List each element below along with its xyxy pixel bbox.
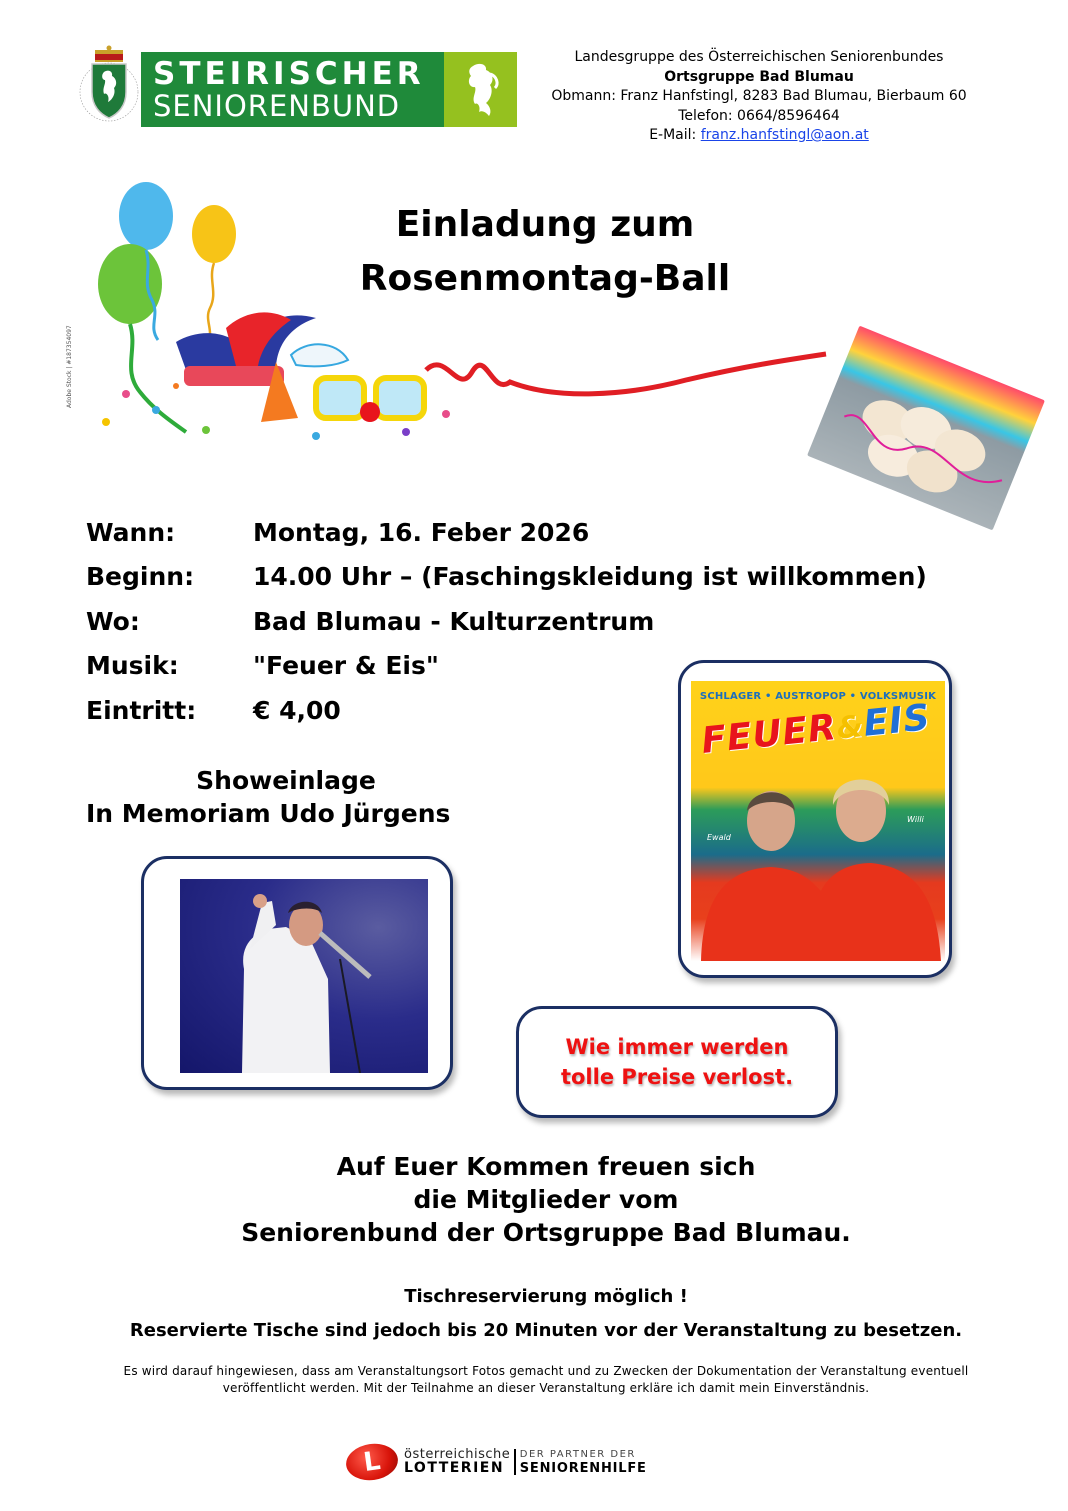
detail-row-start bbox=[86, 555, 927, 600]
prize-line1: Wie immer werden bbox=[565, 1035, 789, 1059]
detail-label: Wann: bbox=[86, 517, 176, 547]
show-line1: Showeinlage bbox=[196, 766, 376, 795]
udo-juergens-photo bbox=[180, 879, 428, 1073]
prize-line2: tolle Preise verlost. bbox=[560, 1065, 794, 1089]
email-link[interactable]: franz.hanfstingl@aon.at bbox=[700, 127, 869, 143]
detail-row-where bbox=[86, 599, 927, 644]
closing-line2: die Mitglieder vom bbox=[413, 1185, 679, 1214]
brand-line1: STEIRISCHER bbox=[153, 56, 425, 92]
detail-label: Musik: bbox=[86, 651, 179, 681]
photo-disclaimer bbox=[80, 1363, 1012, 1397]
title-line1: Einladung zum bbox=[395, 204, 695, 245]
sponsor-left bbox=[404, 1448, 510, 1476]
detail-row-when bbox=[86, 510, 927, 555]
detail-label: Beginn: bbox=[86, 562, 195, 592]
logo-feuer: FEUER bbox=[699, 706, 839, 762]
sponsor-small-left: österreichische bbox=[404, 1447, 511, 1462]
cover-logo bbox=[699, 697, 932, 762]
show-heading bbox=[86, 764, 506, 830]
detail-label: Wo: bbox=[86, 606, 140, 636]
closing-message bbox=[80, 1150, 1012, 1249]
closing-line3: Seniorenbund der Ortsgruppe Bad Blumau. bbox=[241, 1218, 851, 1247]
contact-chairman: Obmann: Franz Hanfstingl, 8283 Bad Blumau, Bierbaum 60 bbox=[551, 88, 967, 104]
contact-phone: Telefon: 0664/8596464 bbox=[678, 107, 840, 124]
detail-value: Montag, 16. Feber 2026 bbox=[253, 517, 590, 547]
detail-value: 14.00 Uhr – (Faschingskleidung ist willkommen) bbox=[253, 562, 927, 592]
sponsor-right bbox=[520, 1448, 647, 1476]
cover-name-right: Willi bbox=[907, 815, 924, 824]
contact-organization: Landesgruppe des Österreichischen Seniorenbundes bbox=[574, 49, 944, 65]
lotterien-sponsor-logo bbox=[346, 1442, 746, 1482]
logo-eis: EIS bbox=[861, 697, 933, 745]
brand-line2: SENIORENBUND bbox=[153, 89, 401, 123]
sponsor-big-left: LOTTERIEN bbox=[404, 1460, 505, 1476]
panther-icon bbox=[444, 52, 517, 127]
reservation-note: Tischreservierung möglich ! bbox=[404, 1286, 688, 1307]
contact-block bbox=[520, 48, 998, 146]
feuer-und-eis-cover-card bbox=[678, 660, 952, 978]
disclaimer-line2: veröffentlicht werden. Mit der Teilnahme an dieser Veranstaltung erkläre ich damit mein Einverständnis. bbox=[222, 1381, 870, 1395]
title-line2: Rosenmontag-Ball bbox=[359, 258, 731, 299]
detail-value: € 4,00 bbox=[253, 695, 341, 725]
contact-email-line bbox=[520, 126, 998, 146]
lotterien-ball-icon: L bbox=[344, 1441, 401, 1484]
seniorenbund-logo bbox=[141, 52, 517, 127]
brand-wordmark bbox=[141, 52, 444, 127]
reservation-rule: Reservierte Tische sind jedoch bis 20 Minuten vor der Veranstaltung zu besetzen. bbox=[129, 1320, 963, 1341]
cover-name-left: Ewald bbox=[707, 833, 731, 842]
page-title bbox=[300, 198, 790, 306]
show-line2: In Memoriam Udo Jürgens bbox=[86, 799, 451, 828]
detail-value: "Feuer & Eis" bbox=[253, 651, 439, 681]
prize-notice-box bbox=[516, 1006, 838, 1118]
disclaimer-line1: Es wird darauf hingewiesen, dass am Veranstaltungsort Fotos gemacht und zu Zwecken der Dokumentation der Veranstaltung eventuell bbox=[123, 1364, 969, 1378]
udo-juergens-photo-card bbox=[141, 856, 453, 1090]
detail-label: Eintritt: bbox=[86, 695, 197, 725]
sponsor-big-right: SENIORENHILFE bbox=[519, 1461, 647, 1476]
logo-amp: & bbox=[835, 709, 866, 747]
sponsor-divider bbox=[514, 1449, 516, 1475]
sponsor-small-right: DER PARTNER DER bbox=[519, 1449, 636, 1460]
closing-line1: Auf Euer Kommen freuen sich bbox=[336, 1152, 756, 1181]
cover-genres: SCHLAGER • AUSTROPOP • VOLKSMUSIK bbox=[699, 691, 937, 702]
email-label: E-Mail: bbox=[649, 127, 701, 143]
stock-credit: Adobe Stock | #187354097 bbox=[66, 325, 73, 408]
feuer-und-eis-cover bbox=[691, 681, 945, 961]
detail-value: Bad Blumau - Kulturzentrum bbox=[253, 606, 655, 636]
styria-crest-logo bbox=[78, 44, 140, 130]
contact-group: Ortsgruppe Bad Blumau bbox=[664, 68, 854, 85]
